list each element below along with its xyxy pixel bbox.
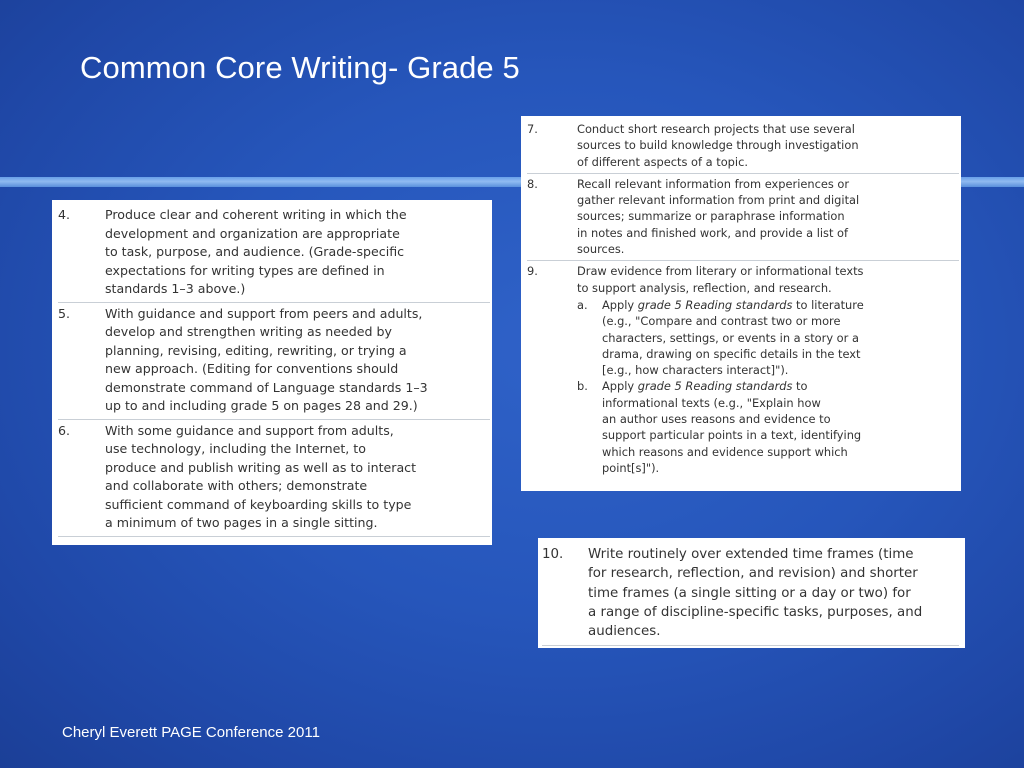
standard-number: 6. [58, 422, 71, 438]
sub-item-prefix: Apply [602, 379, 638, 394]
standard-row-10 [542, 542, 959, 646]
sub-item-text [602, 378, 959, 476]
standard-row-5 [58, 303, 490, 420]
standard-text: Recall relevant information from experiences or gather relevant information from print and digital sources; summarize or paraphrase information in notes and finished work, and provide a list of sources. [577, 176, 860, 257]
standard-number: 7. [527, 122, 538, 136]
standard-number: 5. [58, 305, 71, 321]
sub-item-emphasis: grade 5 Reading standards [637, 297, 793, 312]
sub-item-rest: to informational texts (e.g., "Explain how an author uses reasons and evidence to support particular points in a text, identifying which reasons and evidence support which point[s]"). [602, 379, 862, 475]
sub-item-a [577, 297, 959, 378]
standard-row-9 [527, 261, 959, 479]
standard-row-6 [58, 420, 490, 537]
slide-title: Common Core Writing- Grade 5 [80, 50, 520, 85]
sub-item-text [602, 297, 959, 378]
sub-item-b [577, 378, 959, 476]
sub-item-prefix: Apply [602, 297, 638, 312]
standard-number: 10. [542, 547, 564, 562]
slide-footer: Cheryl Everett PAGE Conference 2011 [62, 724, 320, 741]
standard-row-4 [58, 204, 490, 303]
standard-number: 8. [527, 176, 538, 191]
standard-text: Draw evidence from literary or informational texts to support analysis, reflection, and research. [577, 264, 864, 295]
sub-item-rest: to literature (e.g., "Compare and contrast two or more characters, settings, or events in a story or a drama, drawing on specific details in the text [e.g., how characters interact]"). [602, 297, 864, 378]
standards-panel-left [52, 200, 492, 545]
standard-text: Conduct short research projects that use several sources to build knowledge through investigation of different aspects of a topic. [577, 122, 859, 169]
standard-text: With guidance and support from peers and adults, develop and strengthen writing as needed by planning, revising, editing, rewriting, or trying a new approach. (Editing for conventions should demonstrate command of Language standards 1–3 up to and including grade 5 on pages 28 and 29.) [105, 305, 428, 413]
standard-number: 4. [58, 207, 71, 222]
sub-item-letter: b. [577, 379, 588, 394]
standard-number: 9. [527, 264, 538, 279]
sub-item-letter: a. [577, 297, 588, 312]
sub-item-emphasis: grade 5 Reading standards [637, 379, 793, 394]
standard-text: Write routinely over extended time frames (time for research, reflection, and revision) and shorter time frames (a single sitting or a day or two) for a range of discipline-specific tasks, purposes, and audiences. [588, 547, 923, 640]
standards-panel-right [521, 116, 961, 491]
standard-row-8 [527, 174, 959, 261]
standard-row-7 [527, 119, 959, 174]
standards-panel-bottom [538, 538, 965, 648]
sub-item-list [577, 297, 959, 476]
standard-text: Produce clear and coherent writing in which the development and organization are appropriate to task, purpose, and audience. (Grade-specific expectations for writing types are defined in standards 1–3 above.) [105, 207, 407, 296]
standard-text: With some guidance and support from adults, use technology, including the Internet, to produce and publish writing as well as to interact and collaborate with others; demonstrate sufficient command of keyboarding skills to type a minimum of two pages in a single sitting. [105, 422, 417, 530]
